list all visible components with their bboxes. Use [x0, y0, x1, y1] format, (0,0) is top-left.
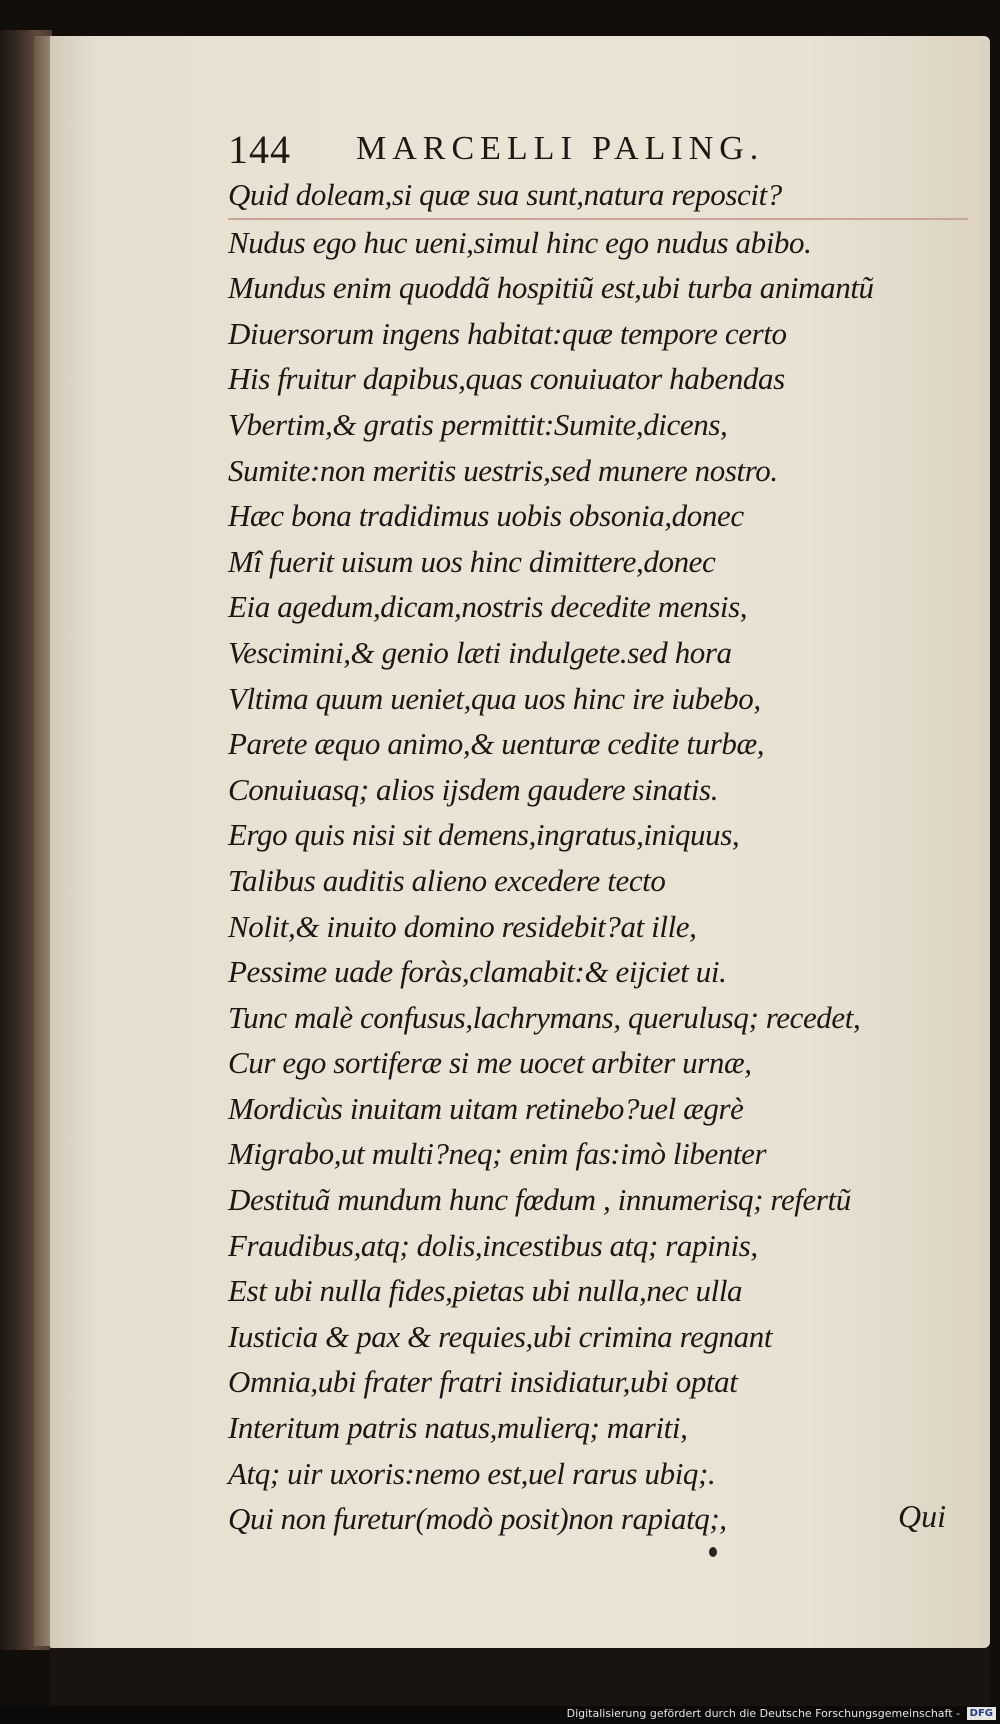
page-header: [228, 120, 968, 180]
verse-line: Iusticia & pax & requies,ubi crimina regnant: [228, 1318, 773, 1354]
verse-block: [228, 172, 968, 1542]
verse-line: Tunc malè confusus,lachrymans, querulusq; recedet,: [228, 999, 861, 1035]
page-bottom-shadow: [50, 1648, 990, 1706]
verse-line: Talibus auditis alieno excedere tecto: [228, 862, 666, 898]
funding-credit: Digitalisierung gefördert durch die Deutsche Forschungsgemeinschaft -: [566, 1707, 960, 1720]
verse-line: Mundus enim quoddã hospitiũ est,ubi turba animantũ: [228, 270, 874, 306]
verse-line: Migrabo,ut multi?neq; enim fas:imò libenter: [228, 1136, 767, 1172]
verse-line: Omnia,ubi frater fratri insidiatur,ubi optat: [228, 1364, 738, 1400]
verse-line: Destituã mundum hunc fœdum , innumerisq; refertũ: [228, 1182, 851, 1218]
verse-line: Atq; uir uxoris:nemo est,uel rarus ubiq;.: [228, 1455, 716, 1491]
ink-dot: [709, 1547, 717, 1557]
verse-line: Vescimini,& genio læti indulgete.sed hora: [228, 634, 732, 670]
verse-line: Qui non furetur(modò posit)non rapiatq;,: [228, 1501, 727, 1537]
verse-line: Quid doleam,si quæ sua sunt,natura reposcit?: [228, 172, 968, 220]
page-number: 144: [228, 127, 291, 172]
verse-line: Vltima quum ueniet,qua uos hinc ire iubebo,: [228, 680, 761, 716]
verse-line: Sumite:non meritis uestris,sed munere nostro.: [228, 452, 778, 488]
verse-line: Hæc bona tradidimus uobis obsonia,donec: [228, 498, 744, 534]
verse-line: Parete æquo animo,& uenturæ cedite turbæ,: [228, 726, 765, 762]
verse-line: Eia agedum,dicam,nostris decedite mensis,: [228, 589, 748, 625]
verse-line: Diuersorum ingens habitat:quæ tempore certo: [228, 315, 787, 351]
verse-line: Conuiuasq; alios ijsdem gaudere sinatis.: [228, 771, 719, 807]
verse-line: His fruitur dapibus,quas conuiuator habendas: [228, 361, 785, 397]
verse-line: Cur ego sortiferæ si me uocet arbiter urnæ,: [228, 1045, 752, 1081]
verse-line: Pessime uade foràs,clamabit:& eijciet ui.: [228, 954, 727, 990]
verse-line: Vbertim,& gratis permittit:Sumite,dicens,: [228, 406, 728, 442]
running-title: MARCELLI PALING.: [356, 130, 765, 167]
verse-line: Fraudibus,atq; dolis,incestibus atq; rapinis,: [228, 1227, 758, 1263]
catchword: Qui: [898, 1498, 946, 1534]
verse-line: Mî fuerit uisum uos hinc dimittere,donec: [228, 543, 716, 579]
verse-line: Mordicùs inuitam uitam retinebo?uel ægrè: [228, 1090, 744, 1126]
verse-line: Nolit,& inuito domino residebit?at ille,: [228, 908, 697, 944]
dfg-logo: DFG: [967, 1707, 996, 1720]
verse-line: Nudus ego huc ueni,simul hinc ego nudus abibo.: [228, 224, 812, 260]
verse-line: Est ubi nulla fides,pietas ubi nulla,nec ulla: [228, 1273, 743, 1309]
verse-line: Ergo quis nisi sit demens,ingratus,iniquus,: [228, 817, 740, 853]
verse-line: Interitum patris natus,mulierq; mariti,: [228, 1410, 688, 1446]
